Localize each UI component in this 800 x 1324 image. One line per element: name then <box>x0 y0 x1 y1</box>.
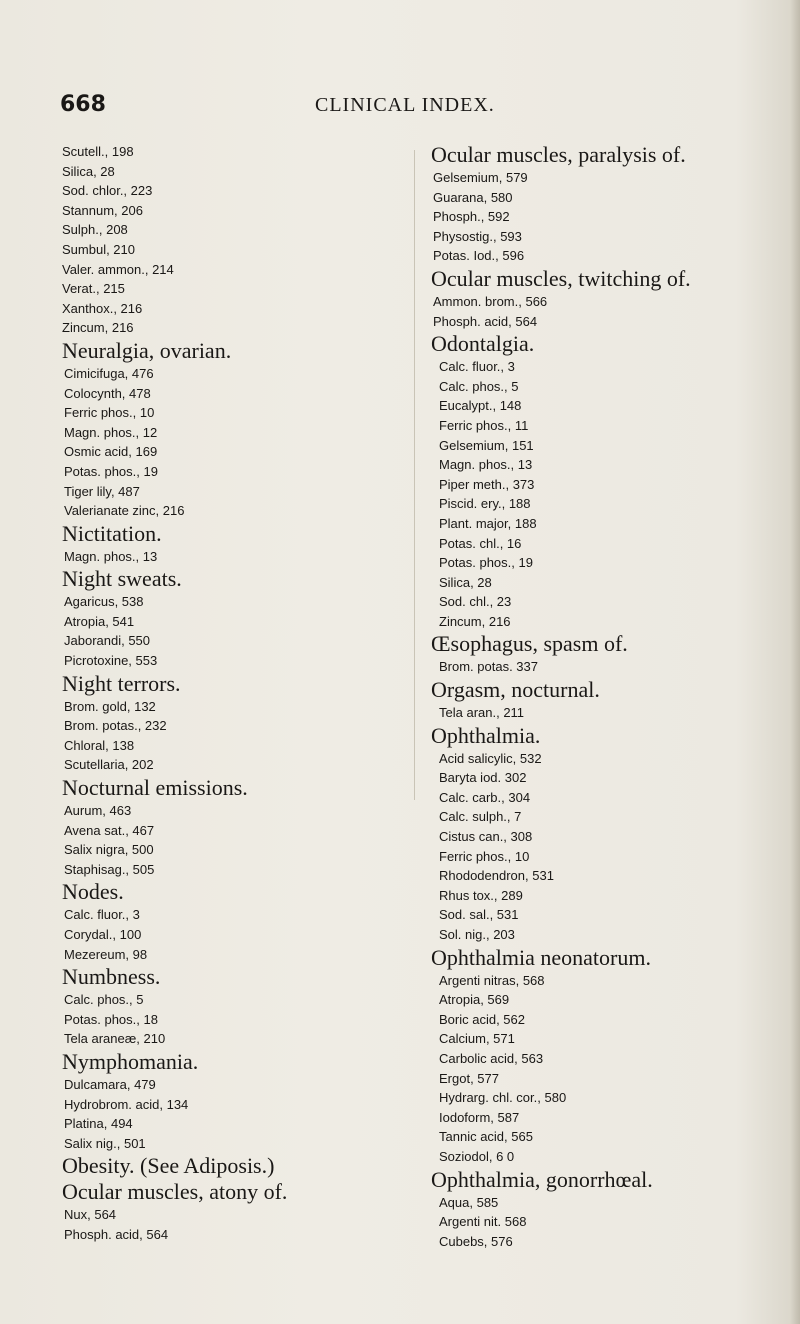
index-entry: Tela araneæ, 210 <box>64 1031 166 1047</box>
index-entry: Phosph. acid, 564 <box>64 1226 169 1242</box>
index-entry: Baryta iod. 302 <box>439 770 527 786</box>
index-heading: Ocular muscles, atony of. <box>62 1179 288 1205</box>
index-entry: Potas. chl., 16 <box>439 535 522 551</box>
page-number: 668 <box>60 92 106 117</box>
index-entry: Gelsemium, 579 <box>433 170 528 185</box>
index-entry: Phosph., 592 <box>433 209 510 225</box>
index-entry: Stannum, 206 <box>62 202 143 218</box>
index-entry: Picrotoxine, 553 <box>64 653 158 669</box>
index-entry: Magn. phos., 13 <box>64 548 158 564</box>
index-entry: Osmic acid, 169 <box>64 444 158 460</box>
index-entry: Potas. Iod., 596 <box>433 248 525 264</box>
index-entry: Nux, 564 <box>64 1207 117 1223</box>
index-entry: Soziodol, 6 0 <box>439 1148 515 1164</box>
index-entry: Physostig., 593 <box>433 228 522 244</box>
index-heading: Nodes. <box>62 879 124 905</box>
index-entry: Guarana, 580 <box>433 189 513 205</box>
index-entry: Brom. potas. 337 <box>439 659 538 675</box>
page-edge-shadow <box>790 0 800 1324</box>
index-entry: Aurum, 463 <box>64 803 132 819</box>
index-entry: Silica, 28 <box>439 574 492 590</box>
index-entry: Jaborandi, 550 <box>64 633 151 649</box>
index-entry: Verat., 215 <box>62 281 125 297</box>
index-entry: Carbolic acid, 563 <box>439 1050 544 1066</box>
index-entry: Magn. phos., 12 <box>64 424 158 440</box>
index-heading: Orgasm, nocturnal. <box>431 677 600 703</box>
index-entry: Sod. chlor., 223 <box>62 183 153 199</box>
index-entry: Boric acid, 562 <box>439 1011 525 1027</box>
index-entry: Atropia, 569 <box>439 992 510 1008</box>
index-entry: Tiger lily, 487 <box>64 483 140 499</box>
index-entry: Sumbul, 210 <box>62 241 135 257</box>
index-entry: Sulph., 208 <box>62 222 128 238</box>
index-entry: Calc. phos., 5 <box>439 378 519 394</box>
index-entry: Xanthox., 216 <box>62 300 143 316</box>
index-entry: Ferric phos., 11 <box>439 417 529 433</box>
index-entry: Potas. phos., 19 <box>64 463 158 479</box>
index-heading: Nocturnal emissions. <box>62 775 248 801</box>
index-entry: Tannic acid, 565 <box>439 1129 533 1145</box>
index-entry: Magn. phos., 13 <box>439 457 533 473</box>
index-entry: Calc. fluor., 3 <box>64 907 140 923</box>
index-entry: Zincum, 216 <box>439 613 511 629</box>
index-entry: Gelsemium, 151 <box>439 437 534 453</box>
index-entry: Acid salicylic, 532 <box>439 750 542 766</box>
index-entry: Scutell., 198 <box>62 144 134 159</box>
index-entry: Eucalypt., 148 <box>439 398 522 414</box>
index-entry: Cubebs, 576 <box>439 1233 513 1249</box>
index-entry: Argenti nit. 568 <box>439 1214 527 1230</box>
index-entry: Atropia, 541 <box>64 613 135 629</box>
index-heading: Nymphomania. <box>62 1048 199 1074</box>
index-heading: Obesity. (See Adiposis.) <box>62 1153 275 1179</box>
index-entry: Dulcamara, 479 <box>64 1076 156 1092</box>
index-entry: Sol. nig., 203 <box>439 927 515 942</box>
index-entry: Plant. major, 188 <box>439 515 537 531</box>
index-heading: Numbness. <box>62 964 161 990</box>
index-entry: Mezereum, 98 <box>64 946 148 962</box>
index-entry: Ferric phos., 10 <box>64 405 155 421</box>
index-entry: Avena sat., 467 <box>64 822 155 838</box>
index-entry: Chloral, 138 <box>64 737 135 753</box>
index-entry: Salix nigra, 500 <box>64 842 154 858</box>
running-head: CLINICAL INDEX. <box>315 94 495 116</box>
index-entry: Tela aran., 211 <box>439 705 525 721</box>
index-entry: Argenti nitras, 568 <box>439 972 545 988</box>
index-entry: Iodoform, 587 <box>439 1109 520 1125</box>
index-heading: Ophthalmia neonatorum. <box>431 944 651 970</box>
index-entry: Ferric phos., 10 <box>439 848 530 864</box>
index-entry: Ergot, 577 <box>439 1070 499 1086</box>
index-entry: Corydal., 100 <box>64 927 142 942</box>
index-heading: Night sweats. <box>62 566 182 592</box>
index-entry: Potas. phos., 18 <box>64 1011 158 1027</box>
index-heading: Ocular muscles, twitching of. <box>431 265 691 291</box>
index-entry: Valerianate zinc, 216 <box>64 503 185 519</box>
index-entry: Sod. sal., 531 <box>439 907 519 923</box>
index-column-right <box>431 142 781 1251</box>
index-entry: Brom. potas., 232 <box>64 718 167 734</box>
index-entry: Agaricus, 538 <box>64 594 144 610</box>
index-entry: Staphisag., 505 <box>64 861 155 877</box>
index-heading: Ophthalmia. <box>431 722 541 748</box>
index-entry: Calc. carb., 304 <box>439 789 531 805</box>
index-entry: Piper meth., 373 <box>439 476 535 492</box>
index-heading: Neuralgia, ovarian. <box>62 337 232 363</box>
index-entry: Salix nig., 501 <box>64 1135 146 1151</box>
index-column-left <box>62 142 402 1245</box>
index-entry: Sod. chl., 23 <box>439 594 512 610</box>
index-entry: Potas. phos., 19 <box>439 555 533 571</box>
index-entry: Calcium, 571 <box>439 1031 515 1047</box>
index-entry: Scutellaria, 202 <box>64 757 154 773</box>
index-entry: Rhododendron, 531 <box>439 868 554 884</box>
index-entry: Rhus tox., 289 <box>439 887 523 903</box>
index-heading: Ocular muscles, paralysis of. <box>431 142 686 167</box>
index-entry: Valer. ammon., 214 <box>62 261 174 277</box>
index-entry: Cimicifuga, 476 <box>64 365 154 381</box>
index-entry: Piscid. ery., 188 <box>439 496 531 512</box>
index-heading: Ophthalmia, gonorrhœal. <box>431 1166 653 1192</box>
column-divider <box>414 150 415 800</box>
index-entry: Hydrobrom. acid, 134 <box>64 1096 189 1112</box>
index-entry: Phosph. acid, 564 <box>433 313 538 329</box>
index-entry: Brom. gold, 132 <box>64 698 156 714</box>
index-heading: Nictitation. <box>62 520 162 546</box>
index-entry: Calc. fluor., 3 <box>439 359 515 375</box>
index-entry: Ammon. brom., 566 <box>433 293 548 309</box>
index-entry: Zincum, 216 <box>62 320 134 336</box>
index-heading: Odontalgia. <box>431 331 535 357</box>
index-entry: Silica, 28 <box>62 163 115 179</box>
index-entry: Platina, 494 <box>64 1116 133 1132</box>
index-entry: Calc. sulph., 7 <box>439 809 522 825</box>
index-entry: Calc. phos., 5 <box>64 992 144 1008</box>
index-entry: Hydrarg. chl. cor., 580 <box>439 1090 567 1106</box>
page-header <box>60 92 760 122</box>
index-entry: Aqua, 585 <box>439 1194 499 1210</box>
index-heading: Night terrors. <box>62 670 181 696</box>
index-entry: Colocynth, 478 <box>64 385 151 401</box>
index-entry: Cistus can., 308 <box>439 829 533 845</box>
index-heading: Œsophagus, spasm of. <box>431 631 628 657</box>
